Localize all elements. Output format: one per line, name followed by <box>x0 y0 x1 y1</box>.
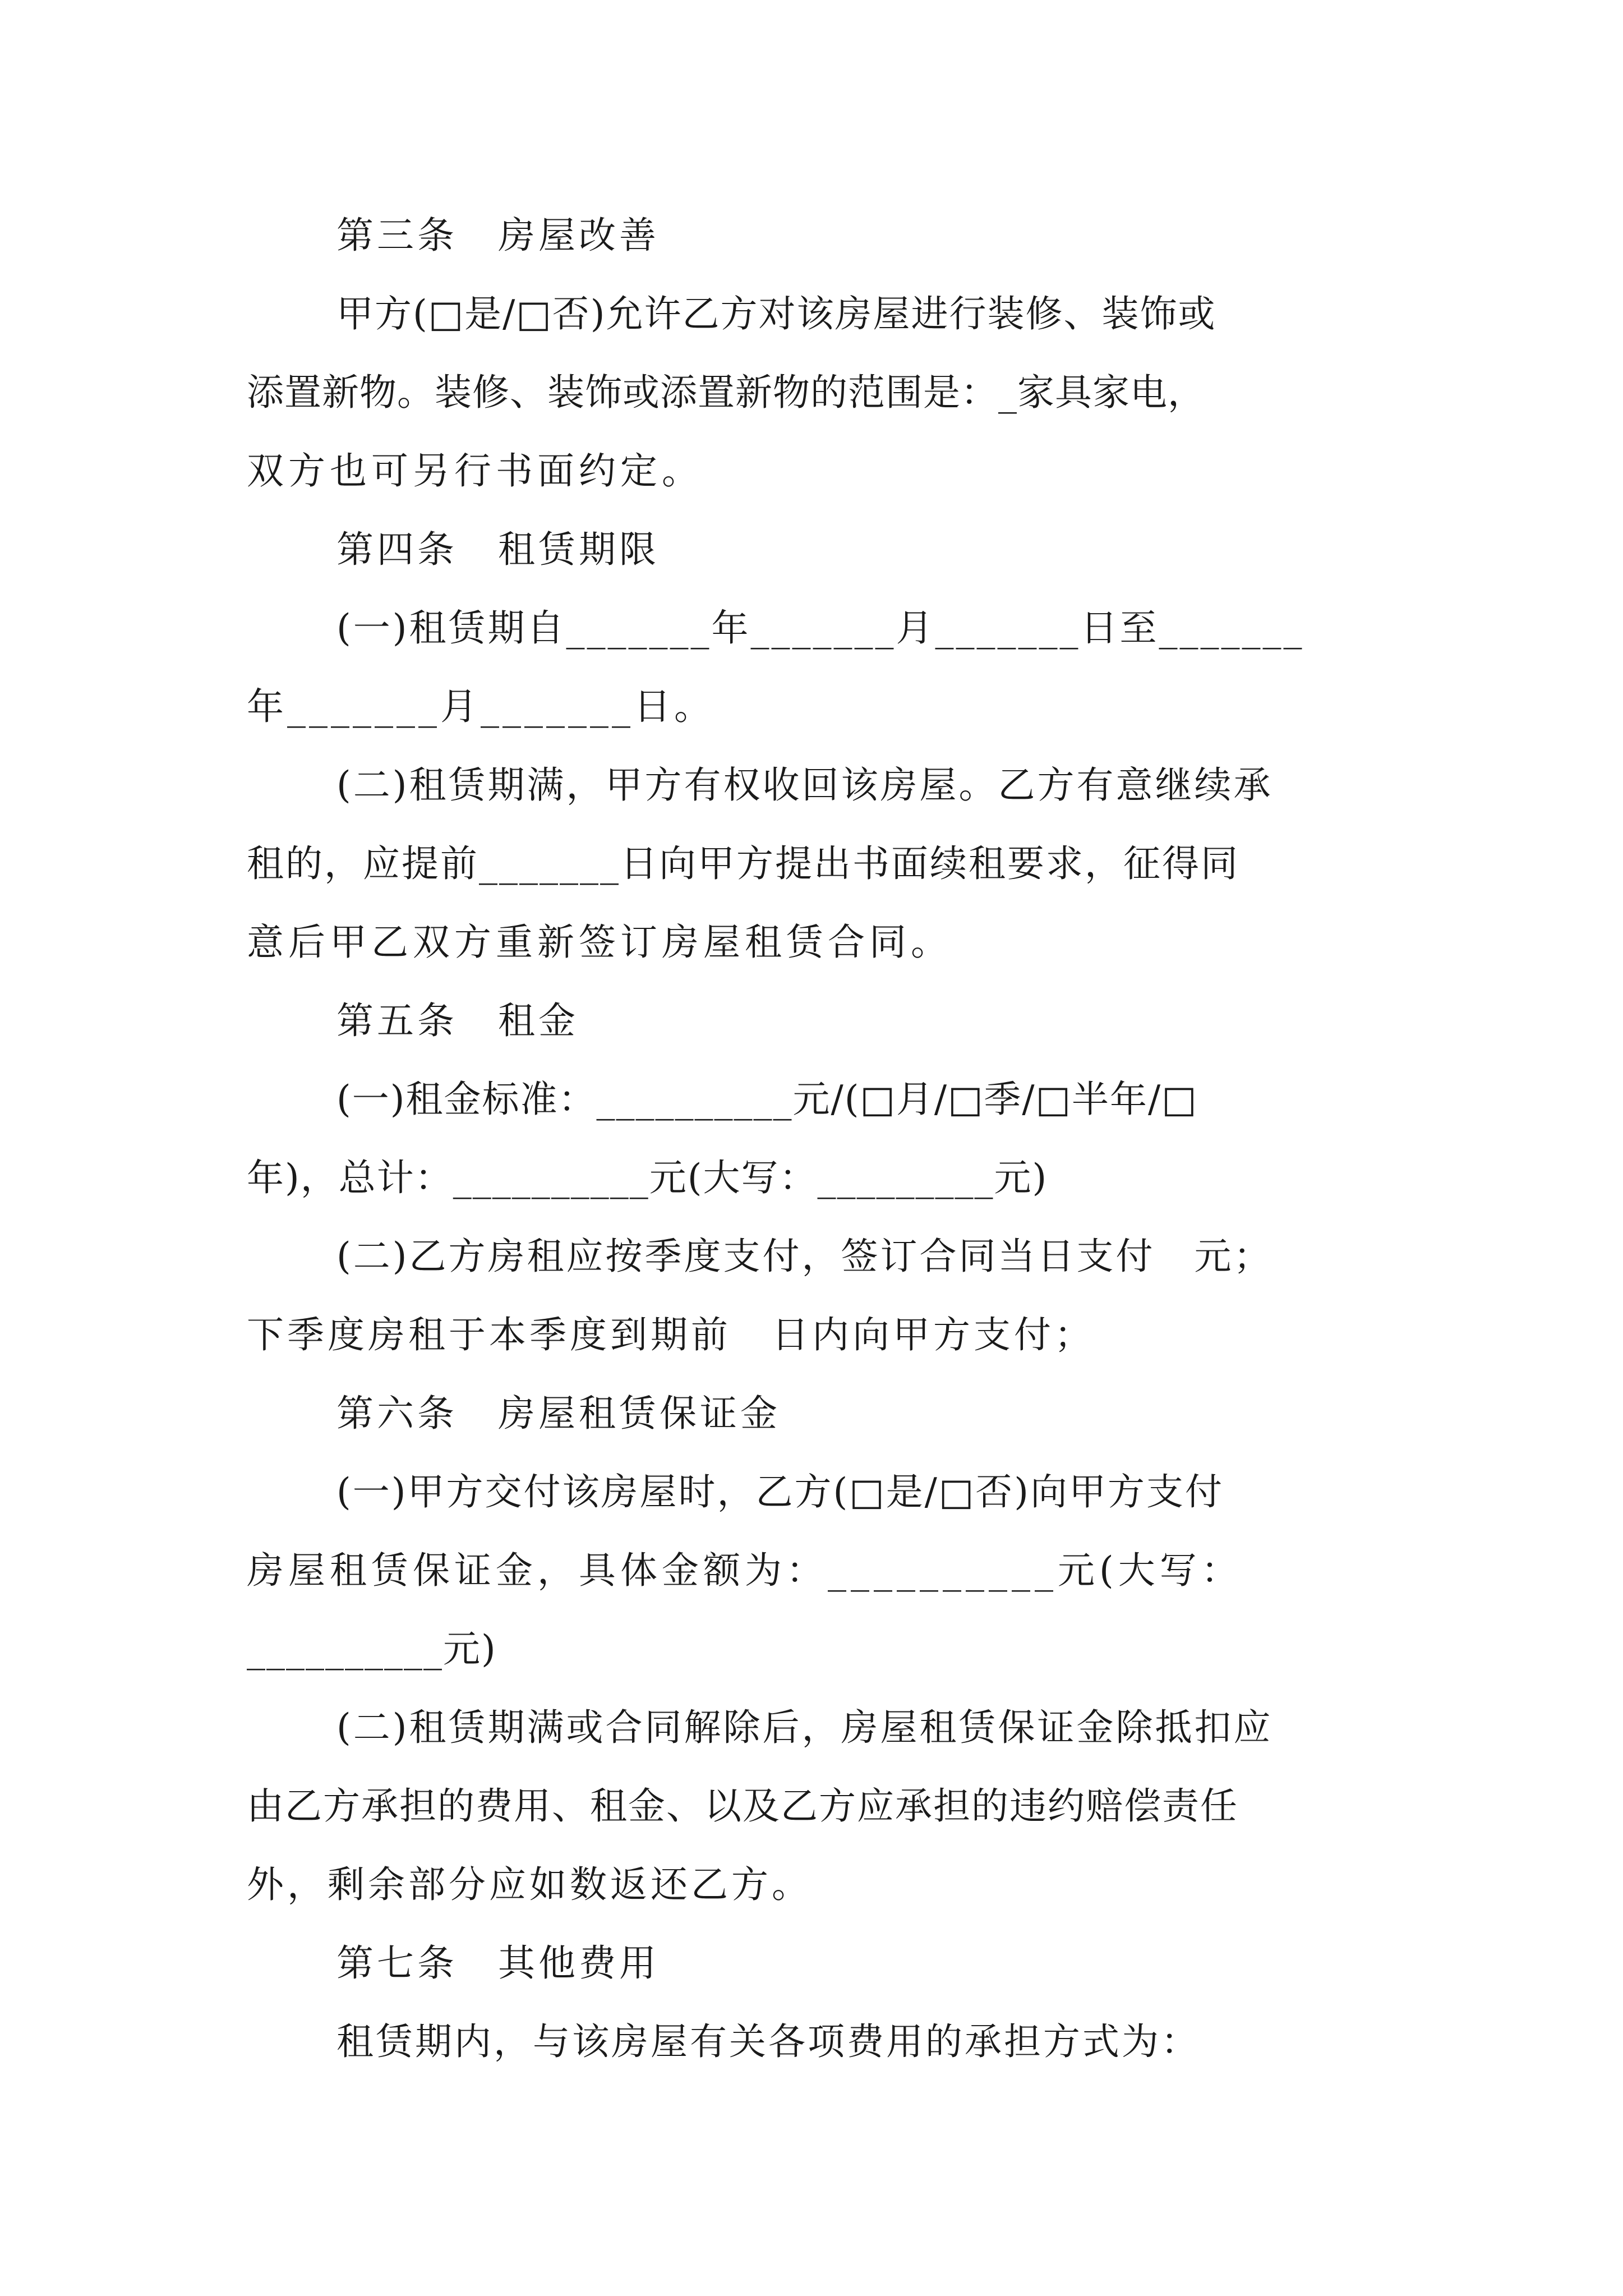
paragraph-line: 甲方(□是/□否)允许乙方对该房屋进行装修、装饰或 <box>336 292 1216 335</box>
article-5-heading: 第五条 租金 <box>336 999 579 1042</box>
paragraph-line: (二)乙方房租应按季度支付，签订合同当日支付 元； <box>336 1235 1273 1278</box>
paragraph-line: (二)租赁期满或合同解除后，房屋租赁保证金除抵扣应 <box>336 1706 1273 1749</box>
paragraph-line: 双方也可另行书面约定。 <box>247 449 703 493</box>
paragraph-line: 房屋租赁保证金，具体金额为：__________元(大写： <box>247 1549 1243 1592</box>
article-3-heading: 第三条 房屋改善 <box>336 214 660 257</box>
paragraph-line: 外，剩余部分应如数返还乙方。 <box>247 1863 812 1906</box>
paragraph-line: (一)租金标准：__________元/(□月/□季/□半年/□ <box>336 1078 1198 1121</box>
paragraph-line: 由乙方承担的费用、租金、以及乙方应承担的违约赔偿责任 <box>247 1784 1238 1828</box>
article-6-heading: 第六条 房屋租赁保证金 <box>336 1392 781 1435</box>
paragraph-line: 租赁期内，与该房屋有关各项费用的承担方式为： <box>336 2020 1200 2063</box>
paragraph-line: 下季度房租于本季度到期前 日内向甲方支付； <box>247 1313 1095 1356</box>
paragraph-line: 添置新物。装修、装饰或添置新物的范围是：_家具家电， <box>247 371 1205 414</box>
paragraph-line: 年)，总计：__________元(大写：_________元) <box>247 1156 1048 1199</box>
paragraph-line: (二)租赁期满，甲方有权收回该房屋。乙方有意继续承 <box>336 763 1273 807</box>
paragraph-line: __________元) <box>247 1627 497 1671</box>
paragraph-line: 意后甲乙双方重新签订房屋租赁合同。 <box>247 921 952 964</box>
paragraph-line: (一)甲方交付该房屋时，乙方(□是/□否)向甲方支付 <box>336 1470 1224 1513</box>
article-7-heading: 第七条 其他费用 <box>336 1941 660 1985</box>
article-4-heading: 第四条 租赁期限 <box>336 528 660 571</box>
paragraph-line: 年_______月_______日。 <box>247 685 714 728</box>
paragraph-line: 租的，应提前_______日向甲方提出书面续租要求，征得同 <box>247 842 1239 885</box>
paragraph-line: (一)租赁期自_______年_______月_______日至_______ <box>336 606 1304 650</box>
